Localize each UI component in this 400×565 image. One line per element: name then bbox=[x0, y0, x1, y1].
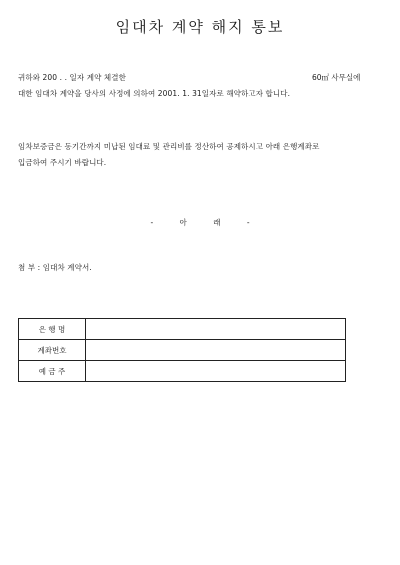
paragraph1-line1: 귀하와 200 . . 일자 계약 체결한 bbox=[18, 73, 126, 82]
paragraph2-line1: 임차보증금은 동기간까지 미납된 임대료 및 관리비를 정산하여 공제하시고 아래 은행계좌로 bbox=[18, 142, 320, 151]
account-number-label: 계좌번호 bbox=[19, 340, 86, 361]
document-title: 임대차 계약 해지 통보 bbox=[115, 18, 285, 36]
paragraph2-line2: 입금하여 주시기 바랍니다. bbox=[18, 158, 107, 167]
paragraph1-line2: 대한 임대차 계약을 당사의 사정에 의하여 2001. 1. 31일자로 해약하고자 합니다. bbox=[18, 89, 291, 98]
account-holder-label: 예 금 주 bbox=[19, 361, 86, 382]
bank-name-value bbox=[86, 319, 346, 340]
paragraph1-area: 60㎡ 사무실에 bbox=[312, 73, 361, 82]
account-number-value bbox=[86, 340, 346, 361]
account-holder-value bbox=[86, 361, 346, 382]
bank-name-label: 은 행 명 bbox=[19, 319, 86, 340]
table-row bbox=[19, 340, 346, 361]
bank-account-table bbox=[18, 318, 346, 382]
notice-heading: - 아 래 - bbox=[150, 218, 250, 227]
table-row bbox=[19, 319, 346, 340]
attachment-line: 첨 부 : 임대차 계약서. bbox=[18, 263, 92, 272]
table-row bbox=[19, 361, 346, 382]
